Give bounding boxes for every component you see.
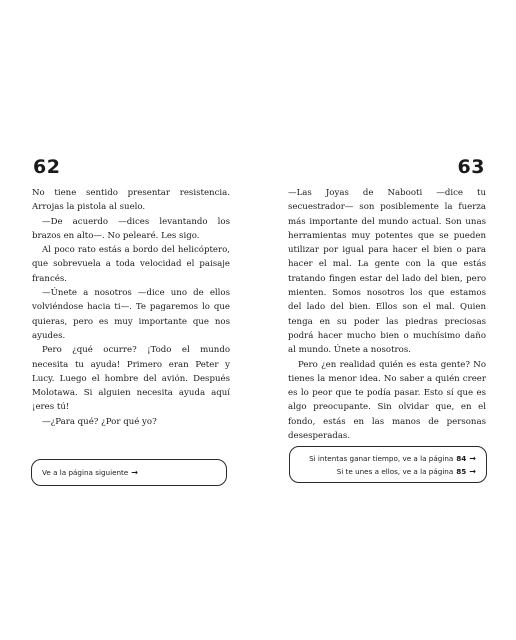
choice-label: Si te unes a ellos, ve a la página <box>336 467 454 476</box>
choice-page-85[interactable] <box>300 465 476 478</box>
paragraph: Al poco rato estás a bordo del helicóptero, que sobrevuela a toda velocidad el paisaje francés. <box>32 245 230 284</box>
choice-label: Ve a la página siguiente <box>42 468 129 477</box>
page-number: 62 <box>33 156 61 178</box>
paragraph: No tiene sentido presentar resistencia. Arrojas la pistola al suelo. <box>32 188 230 213</box>
page-text <box>32 186 230 429</box>
paragraph: —¿Para qué? ¿Por qué yo? <box>42 416 157 427</box>
paragraph: —De acuerdo —dices levantando los brazos en alto—. No pelearé. Les sigo. <box>32 216 230 241</box>
page-text <box>288 186 486 443</box>
choice-page-number: 84 <box>456 454 467 463</box>
paragraph: Pero ¿en realidad quién es esta gente? No tienes la menor idea. No saber a quién creer es lo peor que te podía pasar. Esto sí que es algo preocupante. Sin olvidar que, en el fondo, estás en las manos de personas desesperadas. <box>288 359 486 442</box>
choices-box <box>289 446 487 483</box>
arrow-right-icon: → <box>131 468 138 477</box>
paragraph: —Las Joyas de Nabooti —dice tu secuestrador— son posiblemente la fuerza más importante del mundo actual. Son unas herramientas muy potentes que se pueden utilizar por igual para hacer el bien o para hacer el mal. La gente con la que estás tratando fingen estar del lado del bien, pero mienten. Somos nosotros los que estamos del lado del bien. Ellos son el mal. Quien tenga en su poder las piedras preciosas podrá hacer mucho bien o muchísimo daño al mundo. Únete a nosotros. <box>288 188 486 356</box>
choice-label: Si intentas ganar tiempo, ve a la página <box>309 454 454 463</box>
next-page-choice[interactable] <box>31 459 227 486</box>
arrow-right-icon: → <box>469 467 476 476</box>
arrow-right-icon: → <box>469 454 476 463</box>
choice-page-number: 85 <box>456 467 467 476</box>
choice-page-84[interactable] <box>300 452 476 465</box>
paragraph: —Únete a nosotros —dice uno de ellos volviéndose hacia ti—. Te pagaremos lo que quieras, pero es muy importante que nos ayudes. <box>32 288 230 341</box>
page-number: 63 <box>457 156 485 178</box>
paragraph: Pero ¿qué ocurre? ¡Todo el mundo necesita tu ayuda! Primero eran Peter y Lucy. Luego el hombre del avión. Después Molotawa. Si alguien necesita ayuda aquí ¡eres tú! <box>32 345 230 413</box>
